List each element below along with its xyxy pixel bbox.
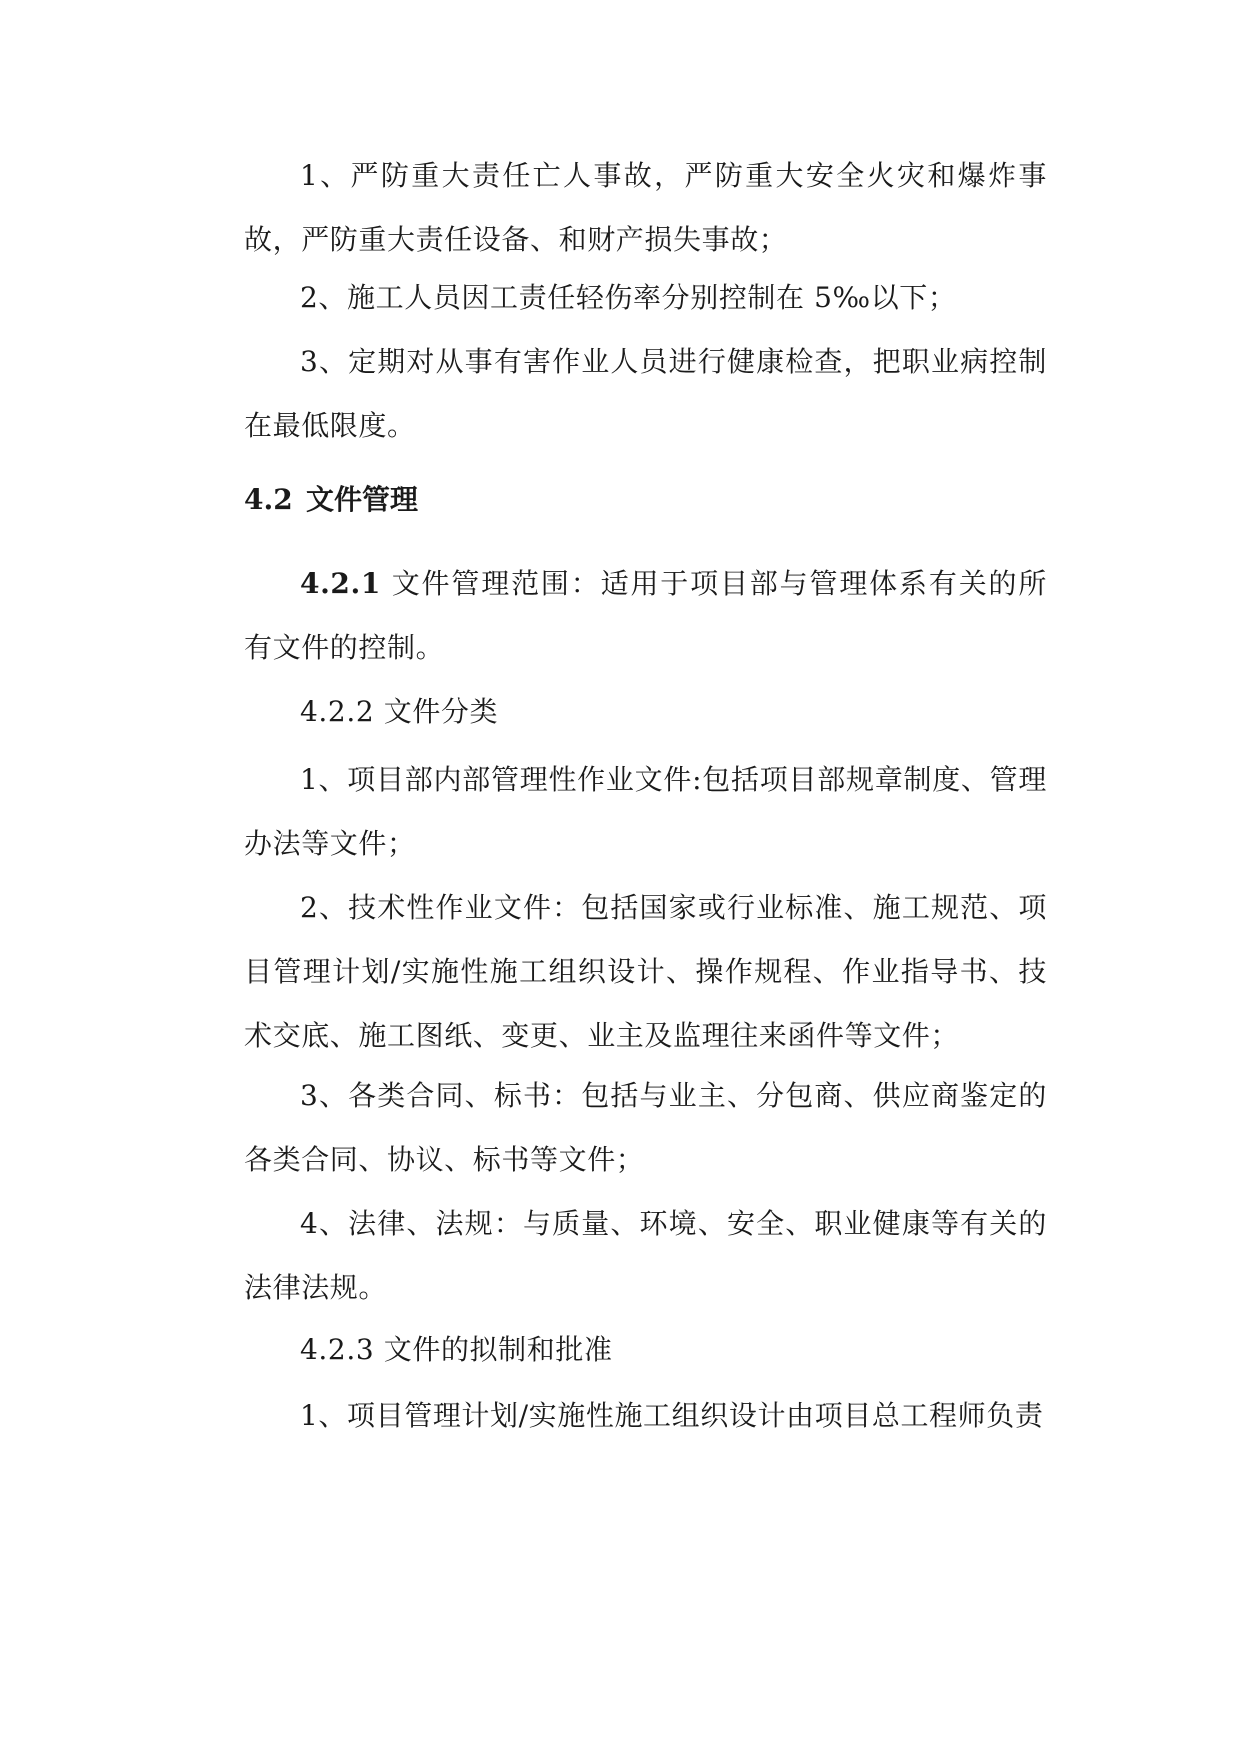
subsection-4-2-1-text: 文件管理范围：适用于项目部与管理体系有关的所有文件的控制。 [244, 567, 1047, 664]
section-title: 文件管理 [306, 483, 419, 516]
goal-item-1: 1、严防重大责任亡人事故，严防重大安全火灾和爆炸事故，严防重大责任设备、和财产损失事故； [244, 159, 1047, 256]
classification-item-3: 3、各类合同、标书：包括与业主、分包商、供应商鉴定的各类合同、协议、标书等文件； [244, 1079, 1047, 1176]
classification-item-4: 4、法律、法规：与质量、环境、安全、职业健康等有关的法律法规。 [244, 1207, 1047, 1304]
classification-item-1: 1、项目部内部管理性作业文件:包括项目部规章制度、管理办法等文件； [244, 763, 1047, 860]
subsection-4-2-2-heading: 4.2.2 文件分类 [300, 695, 499, 728]
section-number: 4.2 [244, 483, 293, 516]
goal-item-3: 3、定期对从事有害作业人员进行健康检查，把职业病控制在最低限度。 [244, 345, 1047, 442]
section-heading [244, 480, 1047, 520]
approval-item-1: 1、项目管理计划/实施性施工组织设计由项目总工程师负责 [300, 1399, 1044, 1432]
subsection-4-2-1 [244, 552, 1047, 680]
classification-item-2: 2、技术性作业文件：包括国家或行业标准、施工规范、项目管理计划/实施性施工组织设计、操作规程、作业指导书、技术交底、施工图纸、变更、业主及监理往来函件等文件； [244, 891, 1047, 1052]
goal-item-2: 2、施工人员因工责任轻伤率分别控制在 5‰以下； [300, 281, 957, 314]
subsection-4-2-3-heading: 4.2.3 文件的拟制和批准 [300, 1333, 613, 1366]
subsection-4-2-1-number: 4.2.1 [300, 567, 381, 600]
